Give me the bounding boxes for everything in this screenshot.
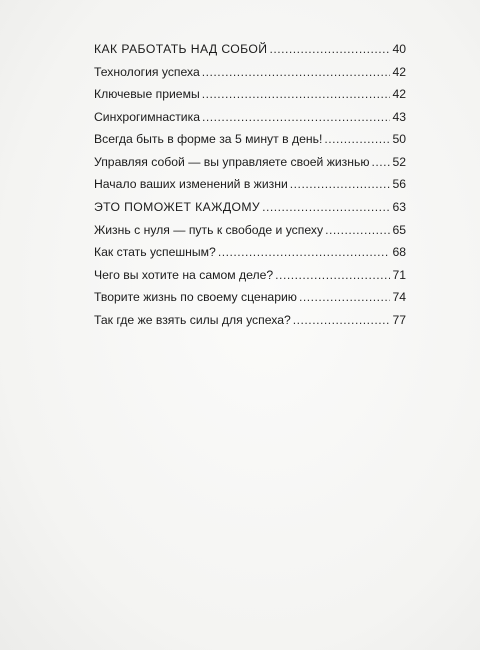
dot-leader — [202, 61, 390, 84]
toc-entry — [94, 128, 406, 151]
toc-entry — [94, 83, 406, 106]
dot-leader — [325, 219, 390, 242]
dot-leader — [293, 309, 390, 332]
toc-entry — [94, 61, 406, 84]
toc-page-number: 40 — [392, 42, 406, 56]
toc-entry-title: Чего вы хотите на самом деле? — [94, 267, 274, 282]
toc-entry — [94, 219, 406, 242]
toc-section — [94, 38, 406, 196]
dot-leader — [262, 196, 390, 219]
toc-page-number: 42 — [392, 87, 406, 101]
toc-entry — [94, 241, 406, 264]
toc-page-number: 50 — [392, 132, 406, 146]
toc-heading-title: КАК РАБОТАТЬ НАД СОБОЙ — [94, 42, 268, 56]
toc-entry-title: Ключевые приемы — [94, 87, 200, 101]
toc-page-number: 74 — [392, 290, 406, 304]
toc-entry — [94, 286, 406, 309]
toc-entry — [94, 309, 406, 332]
toc-entry-title: Синхрогимнастика — [94, 109, 200, 124]
toc-page-number: 71 — [392, 267, 406, 282]
dot-leader — [324, 128, 390, 151]
toc-entry-title: Как стать успешным? — [94, 245, 216, 259]
dot-leader — [372, 151, 391, 174]
toc-page-number: 43 — [392, 109, 406, 124]
dot-leader — [218, 241, 390, 264]
toc-section — [94, 196, 406, 331]
toc-page-number: 42 — [392, 64, 406, 79]
toc-entry-title: Всегда быть в форме за 5 минут в день! — [94, 132, 323, 146]
toc-entry-title: Начало ваших изменений в жизни — [94, 177, 288, 191]
toc-page-number: 68 — [392, 245, 406, 259]
toc-section-heading — [94, 38, 406, 61]
toc-page-number: 63 — [392, 200, 406, 214]
toc-entry — [94, 264, 406, 287]
dot-leader — [202, 106, 390, 129]
toc-entry-title: Так где же взять силы для успеха? — [94, 312, 291, 327]
toc-entry-title: Технология успеха — [94, 64, 200, 79]
toc-page-number: 77 — [392, 312, 406, 327]
toc-page-number: 52 — [392, 154, 406, 169]
toc-entry-title: Творите жизнь по своему сценарию — [94, 290, 297, 304]
dot-leader — [290, 173, 390, 196]
toc-entry — [94, 173, 406, 196]
dot-leader — [299, 286, 390, 309]
toc-entry — [94, 106, 406, 129]
toc-heading-title: ЭТО ПОМОЖЕТ КАЖДОМУ — [94, 200, 261, 214]
dot-leader — [275, 264, 390, 287]
toc-entry — [94, 151, 406, 174]
toc-entry-title: Жизнь с нуля — путь к свободе и успеху — [94, 222, 324, 237]
dot-leader — [202, 83, 390, 106]
dot-leader — [269, 38, 390, 61]
toc-entry-title: Управляя собой — вы управляете своей жизнью — [94, 154, 370, 169]
toc-section-heading — [94, 196, 406, 219]
toc-page-number: 65 — [392, 222, 406, 237]
toc-page-number: 56 — [392, 177, 406, 191]
